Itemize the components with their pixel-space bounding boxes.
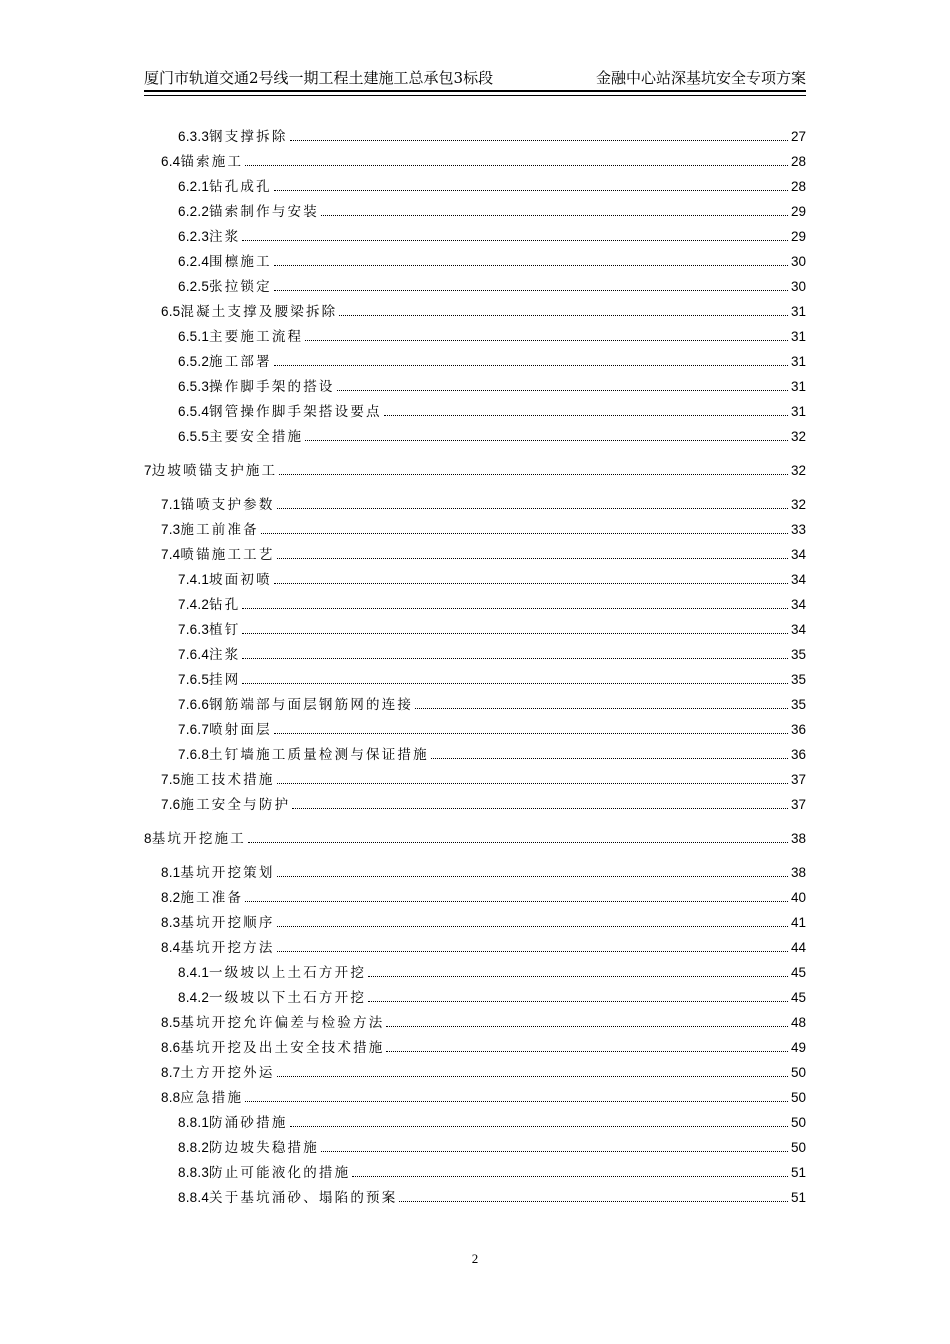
toc-entry-title: 钻孔 <box>209 597 241 613</box>
toc-entry[interactable] <box>161 1013 806 1033</box>
toc-dot-leader <box>242 240 788 241</box>
toc-entry-number: 7.5 <box>161 772 181 787</box>
toc-entry-title: 施工技术措施 <box>180 772 275 788</box>
toc-entry-title: 张拉锁定 <box>209 279 272 295</box>
toc-entry[interactable] <box>178 595 806 615</box>
toc-entry-page: 31 <box>790 329 806 344</box>
toc-entry-page: 30 <box>790 279 806 294</box>
toc-entry-number: 8.4.2 <box>178 990 210 1005</box>
toc-entry-title: 主要施工流程 <box>209 329 304 345</box>
toc-dot-leader <box>337 390 788 391</box>
toc-entry-page: 37 <box>790 772 806 787</box>
toc-entry-page: 36 <box>790 747 806 762</box>
toc-dot-leader <box>274 733 788 734</box>
toc-entry-title: 基坑开挖施工 <box>151 831 246 847</box>
toc-entry[interactable] <box>178 202 806 222</box>
toc-dot-leader <box>290 140 788 141</box>
toc-entry-number: 6.3.3 <box>178 129 210 144</box>
toc-entry-page: 34 <box>790 622 806 637</box>
toc-dot-leader <box>242 608 788 609</box>
toc-entry-page: 40 <box>790 890 806 905</box>
toc-entry[interactable] <box>161 520 806 540</box>
toc-entry-page: 31 <box>790 404 806 419</box>
toc-dot-leader <box>242 658 788 659</box>
toc-entry-number: 7.6.7 <box>178 722 210 737</box>
toc-entry-number: 8.8.1 <box>178 1115 210 1130</box>
toc-entry-page: 32 <box>790 429 806 444</box>
toc-entry-number: 8.4.1 <box>178 965 210 980</box>
toc-dot-leader <box>274 190 788 191</box>
toc-dot-leader <box>274 265 788 266</box>
toc-entry-number: 6.5.4 <box>178 404 210 419</box>
toc-entry-title: 一级坡以上土石方开挖 <box>209 965 367 981</box>
toc-dot-leader <box>277 783 788 784</box>
toc-dot-leader <box>386 1051 787 1052</box>
toc-entry[interactable] <box>161 795 806 815</box>
toc-dot-leader <box>305 440 788 441</box>
toc-entry-title: 钢筋端部与面层钢筋网的连接 <box>209 697 414 713</box>
toc-entry-page: 29 <box>790 229 806 244</box>
toc-entry-page: 37 <box>790 797 806 812</box>
toc-entry-number: 8.8.3 <box>178 1165 210 1180</box>
toc-entry-number: 6.5.3 <box>178 379 210 394</box>
toc-dot-leader <box>305 340 788 341</box>
toc-entry-title: 喷锚施工工艺 <box>180 547 275 563</box>
toc-entry[interactable] <box>178 177 806 197</box>
toc-dot-leader <box>261 533 788 534</box>
toc-entry-page: 35 <box>790 697 806 712</box>
toc-dot-leader <box>242 683 788 684</box>
toc-dot-leader <box>248 842 788 843</box>
toc-entry[interactable] <box>178 720 806 740</box>
toc-dot-leader <box>352 1176 788 1177</box>
toc-entry[interactable] <box>178 620 806 640</box>
toc-entry[interactable] <box>178 570 806 590</box>
toc-entry[interactable] <box>178 745 806 765</box>
toc-entry-number: 6.5.2 <box>178 354 210 369</box>
header-project-title: 厦门市轨道交通2号线一期工程土建施工总承包3标段 <box>144 69 494 87</box>
toc-entry-number: 6.2.4 <box>178 254 210 269</box>
toc-entry-title: 挂网 <box>209 672 241 688</box>
toc-entry-title: 操作脚手架的搭设 <box>209 379 335 395</box>
toc-entry-title: 注浆 <box>209 229 241 245</box>
toc-dot-leader <box>245 1101 788 1102</box>
toc-entry-title: 混凝土支撑及腰梁拆除 <box>180 304 338 320</box>
toc-entry[interactable] <box>161 938 806 958</box>
toc-dot-leader <box>277 558 788 559</box>
toc-entry-page: 32 <box>790 497 806 512</box>
toc-dot-leader <box>399 1201 788 1202</box>
toc-entry-page: 34 <box>790 547 806 562</box>
toc-dot-leader <box>242 633 788 634</box>
toc-entry-page: 31 <box>790 379 806 394</box>
toc-entry-number: 7.6.8 <box>178 747 210 762</box>
toc-entry-number: 8 <box>144 831 152 846</box>
toc-entry-title: 基坑开挖策划 <box>180 865 275 881</box>
toc-entry-page: 28 <box>790 179 806 194</box>
toc-entry-page: 49 <box>790 1040 806 1055</box>
toc-entry[interactable] <box>178 277 806 297</box>
toc-entry[interactable] <box>161 913 806 933</box>
toc-entry-page: 27 <box>790 129 806 144</box>
toc-entry-page: 31 <box>790 354 806 369</box>
toc-entry-number: 7.4.2 <box>178 597 210 612</box>
toc-dot-leader <box>431 758 788 759</box>
toc-entry-title: 基坑开挖方法 <box>180 940 275 956</box>
toc-entry-number: 7 <box>144 463 152 478</box>
toc-entry-title: 钢支撑拆除 <box>209 129 288 145</box>
toc-entry-page: 29 <box>790 204 806 219</box>
toc-entry-title: 锚索制作与安装 <box>209 204 319 220</box>
toc-entry-number: 8.8 <box>161 1090 181 1105</box>
toc-entry-number: 6.5 <box>161 304 181 319</box>
toc-entry-page: 34 <box>790 597 806 612</box>
toc-entry-page: 35 <box>790 647 806 662</box>
toc-entry-number: 7.1 <box>161 497 181 512</box>
toc-dot-leader <box>274 290 788 291</box>
toc-dot-leader <box>277 926 788 927</box>
toc-entry-page: 32 <box>790 463 806 478</box>
toc-entry-page: 50 <box>790 1115 806 1130</box>
toc-dot-leader <box>321 1151 788 1152</box>
toc-entry-number: 8.4 <box>161 940 181 955</box>
toc-entry-title: 边坡喷锚支护施工 <box>151 463 278 479</box>
toc-entry-number: 6.5.5 <box>178 429 210 444</box>
toc-entry-page: 41 <box>790 915 806 930</box>
toc-entry-page: 30 <box>790 254 806 269</box>
toc-entry-page: 38 <box>790 831 806 846</box>
toc-entry-title: 施工安全与防护 <box>180 797 291 813</box>
toc-entry-page: 45 <box>790 965 806 980</box>
toc-entry-title: 钢管操作脚手架搭设要点 <box>209 404 382 420</box>
toc-entry-page: 38 <box>790 865 806 880</box>
toc-entry[interactable] <box>178 227 806 247</box>
toc-entry-title: 锚喷支护参数 <box>180 497 275 513</box>
toc-dot-leader <box>339 315 788 316</box>
toc-dot-leader <box>277 951 788 952</box>
toc-entry[interactable] <box>161 888 806 908</box>
toc-entry-title: 施工前准备 <box>180 522 259 538</box>
toc-entry-number: 8.7 <box>161 1065 181 1080</box>
toc-entry[interactable] <box>161 545 806 565</box>
toc-entry-number: 8.5 <box>161 1015 181 1030</box>
toc-entry-title: 一级坡以下土石方开挖 <box>209 990 367 1006</box>
toc-entry-number: 6.2.5 <box>178 279 210 294</box>
toc-entry-page: 51 <box>790 1165 806 1180</box>
toc-entry[interactable] <box>178 402 806 422</box>
header-document-title: 金融中心站深基坑安全专项方案 <box>595 69 806 87</box>
toc-entry-number: 8.1 <box>161 865 181 880</box>
toc-dot-leader <box>279 474 788 475</box>
toc-entry[interactable] <box>178 695 806 715</box>
toc-entry-title: 注浆 <box>209 647 241 663</box>
toc-entry-title: 关于基坑涌砂、塌陷的预案 <box>209 1190 398 1206</box>
toc-entry-title: 坡面初喷 <box>209 572 272 588</box>
toc-dot-leader <box>321 215 788 216</box>
toc-entry[interactable] <box>178 1138 806 1158</box>
toc-entry[interactable] <box>144 461 806 481</box>
toc-dot-leader <box>292 808 788 809</box>
toc-entry[interactable] <box>161 863 806 883</box>
toc-entry-title: 防边坡失稳措施 <box>209 1140 319 1156</box>
toc-dot-leader <box>277 508 788 509</box>
toc-entry-page: 44 <box>790 940 806 955</box>
toc-entry-title: 主要安全措施 <box>209 429 304 445</box>
toc-entry-number: 8.6 <box>161 1040 181 1055</box>
toc-entry[interactable] <box>178 352 806 372</box>
toc-entry-title: 植钉 <box>209 622 241 638</box>
toc-entry-page: 51 <box>790 1190 806 1205</box>
toc-entry-title: 防止可能液化的措施 <box>209 1165 351 1181</box>
toc-entry-number: 7.6.5 <box>178 672 210 687</box>
toc-entry-number: 8.8.4 <box>178 1190 210 1205</box>
toc-entry-page: 31 <box>790 304 806 319</box>
toc-entry[interactable] <box>161 495 806 515</box>
toc-entry-title: 土方开挖外运 <box>180 1065 275 1081</box>
toc-entry[interactable] <box>178 427 806 447</box>
toc-entry-page: 50 <box>790 1065 806 1080</box>
toc-entry-page: 50 <box>790 1140 806 1155</box>
toc-dot-leader <box>384 415 788 416</box>
toc-entry-page: 48 <box>790 1015 806 1030</box>
toc-entry-number: 6.4 <box>161 154 181 169</box>
toc-entry-page: 50 <box>790 1090 806 1105</box>
toc-entry-title: 喷射面层 <box>209 722 272 738</box>
toc-dot-leader <box>245 901 788 902</box>
toc-dot-leader <box>277 876 788 877</box>
toc-entry[interactable] <box>178 963 806 983</box>
toc-entry-page: 35 <box>790 672 806 687</box>
toc-dot-leader <box>245 165 788 166</box>
toc-entry[interactable] <box>178 645 806 665</box>
toc-dot-leader <box>274 583 788 584</box>
toc-entry[interactable] <box>178 1163 806 1183</box>
toc-entry-number: 7.6.4 <box>178 647 210 662</box>
toc-entry[interactable] <box>178 1188 806 1208</box>
toc-entry-number: 7.6.6 <box>178 697 210 712</box>
toc-entry-number: 7.4 <box>161 547 181 562</box>
toc-dot-leader <box>290 1126 788 1127</box>
toc-entry-page: 33 <box>790 522 806 537</box>
toc-entry-page: 34 <box>790 572 806 587</box>
toc-entry[interactable] <box>178 252 806 272</box>
toc-dot-leader <box>368 1001 788 1002</box>
toc-entry[interactable] <box>178 1113 806 1133</box>
toc-entry-page: 36 <box>790 722 806 737</box>
toc-entry-number: 7.3 <box>161 522 181 537</box>
toc-entry-title: 基坑开挖顺序 <box>180 915 275 931</box>
toc-entry-title: 应急措施 <box>180 1090 244 1106</box>
toc-entry[interactable] <box>161 1088 806 1108</box>
toc-entry-title: 土钉墙施工质量检测与保证措施 <box>209 747 429 763</box>
toc-entry[interactable] <box>178 377 806 397</box>
toc-entry-title: 基坑开挖允许偏差与检验方法 <box>180 1015 385 1031</box>
toc-entry-title: 基坑开挖及出土安全技术措施 <box>180 1040 385 1056</box>
toc-entry-number: 6.5.1 <box>178 329 210 344</box>
toc-entry-title: 锚索施工 <box>180 154 244 170</box>
toc-dot-leader <box>277 1076 788 1077</box>
toc-dot-leader <box>368 976 788 977</box>
toc-entry[interactable] <box>161 302 806 322</box>
toc-entry-title: 钻孔成孔 <box>209 179 272 195</box>
toc-entry-number: 8.2 <box>161 890 181 905</box>
toc-entry[interactable] <box>178 988 806 1008</box>
toc-entry-title: 防涌砂措施 <box>209 1115 288 1131</box>
toc-entry-page: 45 <box>790 990 806 1005</box>
toc-entry[interactable] <box>178 327 806 347</box>
toc-entry-number: 6.2.2 <box>178 204 210 219</box>
toc-entry-number: 6.2.3 <box>178 229 210 244</box>
toc-entry[interactable] <box>178 670 806 690</box>
toc-entry-number: 6.2.1 <box>178 179 210 194</box>
toc-entry-title: 施工准备 <box>180 890 244 906</box>
page-number: 2 <box>471 1251 479 1266</box>
toc-entry-number: 7.4.1 <box>178 572 210 587</box>
toc-entry-title: 围檩施工 <box>209 254 272 270</box>
toc-entry-page: 28 <box>790 154 806 169</box>
toc-entry-number: 8.3 <box>161 915 181 930</box>
toc-dot-leader <box>274 365 788 366</box>
toc-entry[interactable] <box>161 152 806 172</box>
toc-entry[interactable] <box>161 1063 806 1083</box>
toc-entry[interactable] <box>161 1038 806 1058</box>
toc-entry-number: 7.6 <box>161 797 181 812</box>
toc-entry[interactable] <box>178 127 806 147</box>
toc-dot-leader <box>386 1026 787 1027</box>
toc-entry-number: 7.6.3 <box>178 622 210 637</box>
toc-dot-leader <box>415 708 788 709</box>
toc-entry[interactable] <box>161 770 806 790</box>
toc-entry-title: 施工部署 <box>209 354 272 370</box>
toc-entry-number: 8.8.2 <box>178 1140 210 1155</box>
toc-entry[interactable] <box>144 829 806 849</box>
